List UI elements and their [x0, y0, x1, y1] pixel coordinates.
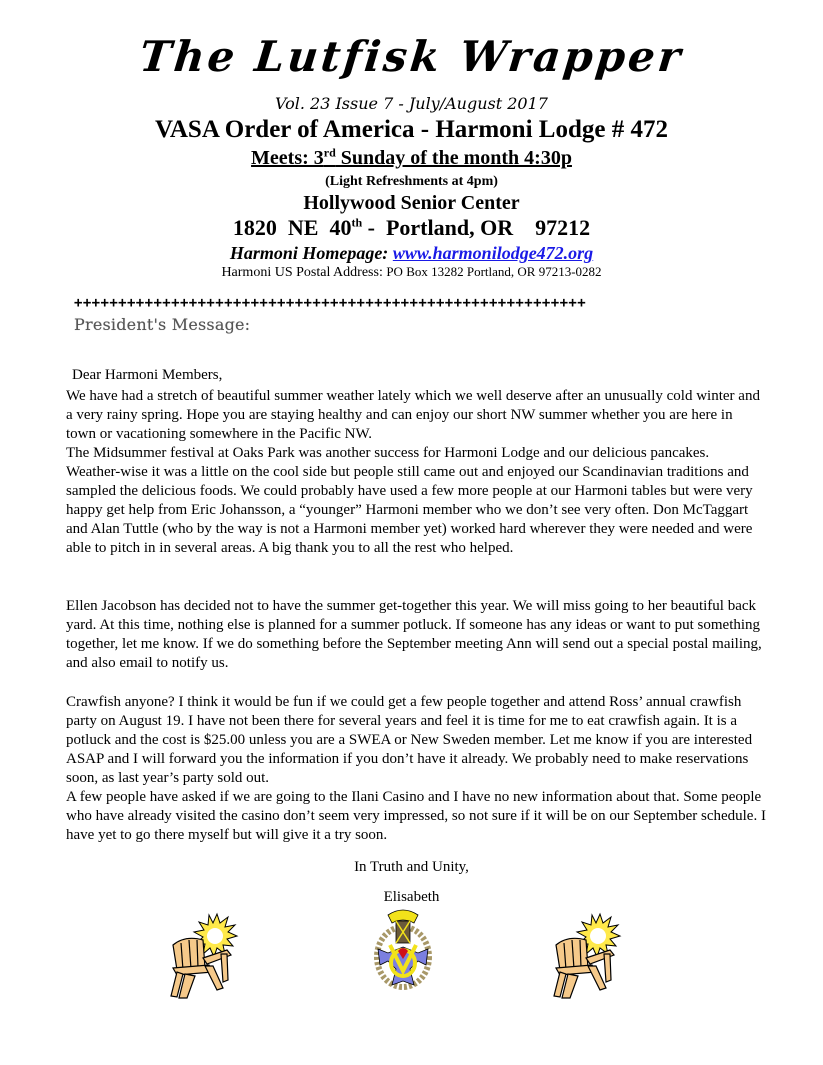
- section-title: President's Message:: [74, 315, 251, 334]
- address-prefix: 1820 NE 40: [232, 215, 352, 240]
- adirondack-chair-sun-icon: [165, 910, 250, 1000]
- letter-block-2: [66, 597, 766, 673]
- postal-label: Harmoni US Postal Address:: [221, 265, 387, 280]
- postal-address-line: [0, 263, 823, 282]
- issue-line: Vol. 23 Issue 7 - July/August 2017: [275, 94, 548, 113]
- letter-block-3: [66, 693, 766, 845]
- address-ordinal: th: [351, 215, 363, 230]
- letter-greeting: Dear Harmoni Members,: [72, 367, 223, 383]
- letter-paragraph: The Midsummer festival at Oaks Park was another success for Harmoni Lodge and our delicious pancakes. Weather-wise it was a little on the cool side but people still came out and enjoyed our Scandinavian traditions and sampled the delicious foods. We could probably have used a few more people at our Harmoni tables but were very happy get help from Eric Johansson, a “younger” Harmoni member who we don’t see very often. Don McTaggart and Alan Tuttle (who by the way is not a Harmoni member yet) worked hard wherever they were needed and were able to pitch in in several areas. A big thank you to all the rest who helped.: [66, 445, 753, 556]
- letter-paragraph: Ellen Jacobson has decided not to have the summer get-together this year. We will miss going to her beautiful back yard. At this time, nothing else is planned for a summer potluck. If someone has any ideas or want to put something together, let me know. If we do something before the September meeting Ann will send out a special postal mailing, and also email to notify us.: [66, 598, 762, 671]
- meeting-schedule: [0, 146, 823, 170]
- adirondack-chair-sun-icon: [548, 910, 633, 1000]
- postal-value: PO Box 13282 Portland, OR 97213-0282: [386, 264, 602, 279]
- venue-address: [0, 215, 823, 241]
- homepage-link[interactable]: www.harmonilodge472.org: [392, 243, 594, 263]
- meets-prefix: Meets: 3: [251, 147, 324, 169]
- letter-closing: In Truth and Unity,: [354, 859, 469, 875]
- homepage-line: [0, 242, 823, 264]
- address-suffix: - Portland, OR 97212: [362, 215, 591, 240]
- letter-signature: Elisabeth: [383, 889, 440, 905]
- venue-name: Hollywood Senior Center: [303, 192, 520, 214]
- letter-block-1: [66, 387, 766, 558]
- section-divider: ++++++++++++++++++++++++++++++++++++++++++++++++++++++++++: [74, 295, 587, 311]
- letter-paragraph: We have had a stretch of beautiful summer weather lately which we well deserve after an unusually cold winter and a very rainy spring. Hope you are staying healthy and can enjoy our short NW summer whether you are here in town or vacationing somewhere in the Pacific NW.: [66, 388, 760, 442]
- homepage-label: Harmoni Homepage:: [229, 243, 393, 263]
- vasa-order-emblem-icon: [368, 905, 438, 1000]
- letter-paragraph: A few people have asked if we are going to the Ilani Casino and I have no new information about that. Some people who have already visited the casino don’t seem very impressed, so not sure if it will be on our September schedule. I have yet to go there myself but will give it a try soon.: [66, 789, 766, 843]
- newsletter-title: The Lutfisk Wrapper: [137, 32, 686, 81]
- letter-paragraph: Crawfish anyone? I think it would be fun if we could get a few people together and attend Ross’ annual crawfish party on August 19. I have not been there for several years and feel it is time for me to eat crawfish again. It is a potluck and the cost is $25.00 unless you are a SWEA or New Sweden member. Let me know if you are interested ASAP and I will forward you the information if you don’t have it already. We probably need to make reservations soon, as last year’s party sold out.: [66, 694, 753, 786]
- meets-ordinal: rd: [323, 145, 336, 160]
- refreshments-note: (Light Refreshments at 4pm): [325, 174, 498, 189]
- meets-suffix: Sunday of the month 4:30p: [335, 147, 572, 169]
- organization-name: VASA Order of America - Harmoni Lodge # 472: [155, 116, 668, 143]
